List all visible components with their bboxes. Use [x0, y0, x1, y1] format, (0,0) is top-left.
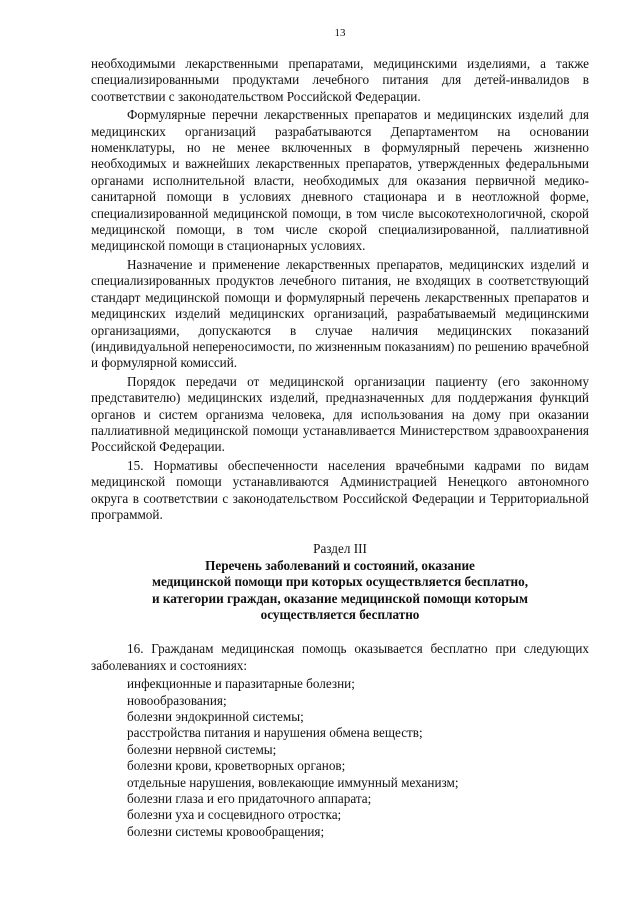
disease-list: [91, 676, 589, 840]
page-number: 13: [334, 27, 346, 39]
list-item: болезни эндокринной системы;: [127, 709, 304, 725]
list-item: болезни глаза и его придаточного аппарата;: [127, 791, 372, 807]
paragraph-continuation: необходимыми лекарственными препаратами, медицинскими изделиями, а также специализированными продуктами лечебного питания для детей-инвалидов в соответствии с законодательством Российской Федерации.: [91, 56, 589, 104]
paragraph-prescription: Назначение и применение лекарственных препаратов, медицинских изделий и специализированных продуктов лечебного питания, не входящих в соответствующий стандарт медицинской помощи и формулярный перечень лекарственных препаратов и медицинских изделий медицинских организаций, разрабатываемый медицинскими организациями, допускаются в случае наличия медицинских показаний (индивидуальной непереносимости, по жизненным показаниям) по решению врачебной и формулярной комиссий.: [91, 256, 589, 371]
paragraph-transfer-order: Порядок передачи от медицинской организации пациенту (его законному представителю) медицинских изделий, предназначенных для поддержания функций органов и систем организма человека, для использования на дому при оказании паллиативной медицинской помощи устанавливается Министерством здравоохранения Российской Федерации.: [91, 373, 589, 455]
list-item: отдельные нарушения, вовлекающие иммунный механизм;: [127, 774, 459, 790]
document-page: [91, 26, 589, 840]
section-title-line: медицинской помощи при которых осуществляется бесплатно,: [151, 574, 529, 590]
paragraph-item-16: 16. Гражданам медицинская помощь оказывается бесплатно при следующих заболеваниях и состояниях:: [91, 641, 589, 673]
section-title-line: и категории граждан, оказание медицинской помощи которым: [152, 590, 528, 606]
paragraph-formulary-lists: Формулярные перечни лекарственных препаратов и медицинских изделий для медицинских организаций разрабатываются Департаментом на основании номенклатуры, но не менее включенных в формулярный перечень жизненно необходимых и важнейших лекарственных препаратов, утвержденных федеральными органами исполнительной власти, необходимых для оказания первичной медико-санитарной помощи в условиях дневного стационара и в неотложной форме, специализированной медицинской помощи, в том числе высокотехнологичной, скорой медицинской помощи, в том числе скорой специализированной, паллиативной медицинской помощи в стационарных условиях.: [91, 107, 589, 254]
section-label: Раздел III: [313, 541, 367, 557]
section-title: [91, 558, 589, 624]
section-title-line: осуществляется бесплатно: [260, 607, 420, 622]
paragraph-item-15: 15. Нормативы обеспеченности населения врачебными кадрами по видам медицинской помощи устанавливаются Администрацией Ненецкого автономного округа в соответствии с законодательством Российской Федерации и Территориальной программой.: [91, 457, 589, 522]
list-item: новообразования;: [127, 692, 227, 708]
list-item: болезни нервной системы;: [127, 741, 277, 757]
section-title-line: Перечень заболеваний и состояний, оказание: [205, 557, 475, 573]
list-item: болезни уха и сосцевидного отростка;: [127, 807, 342, 823]
list-item: болезни крови, кроветворных органов;: [127, 758, 346, 774]
list-item: расстройства питания и нарушения обмена веществ;: [127, 725, 423, 741]
list-item: болезни системы кровообращения;: [127, 823, 325, 839]
list-item: инфекционные и паразитарные болезни;: [127, 676, 355, 692]
